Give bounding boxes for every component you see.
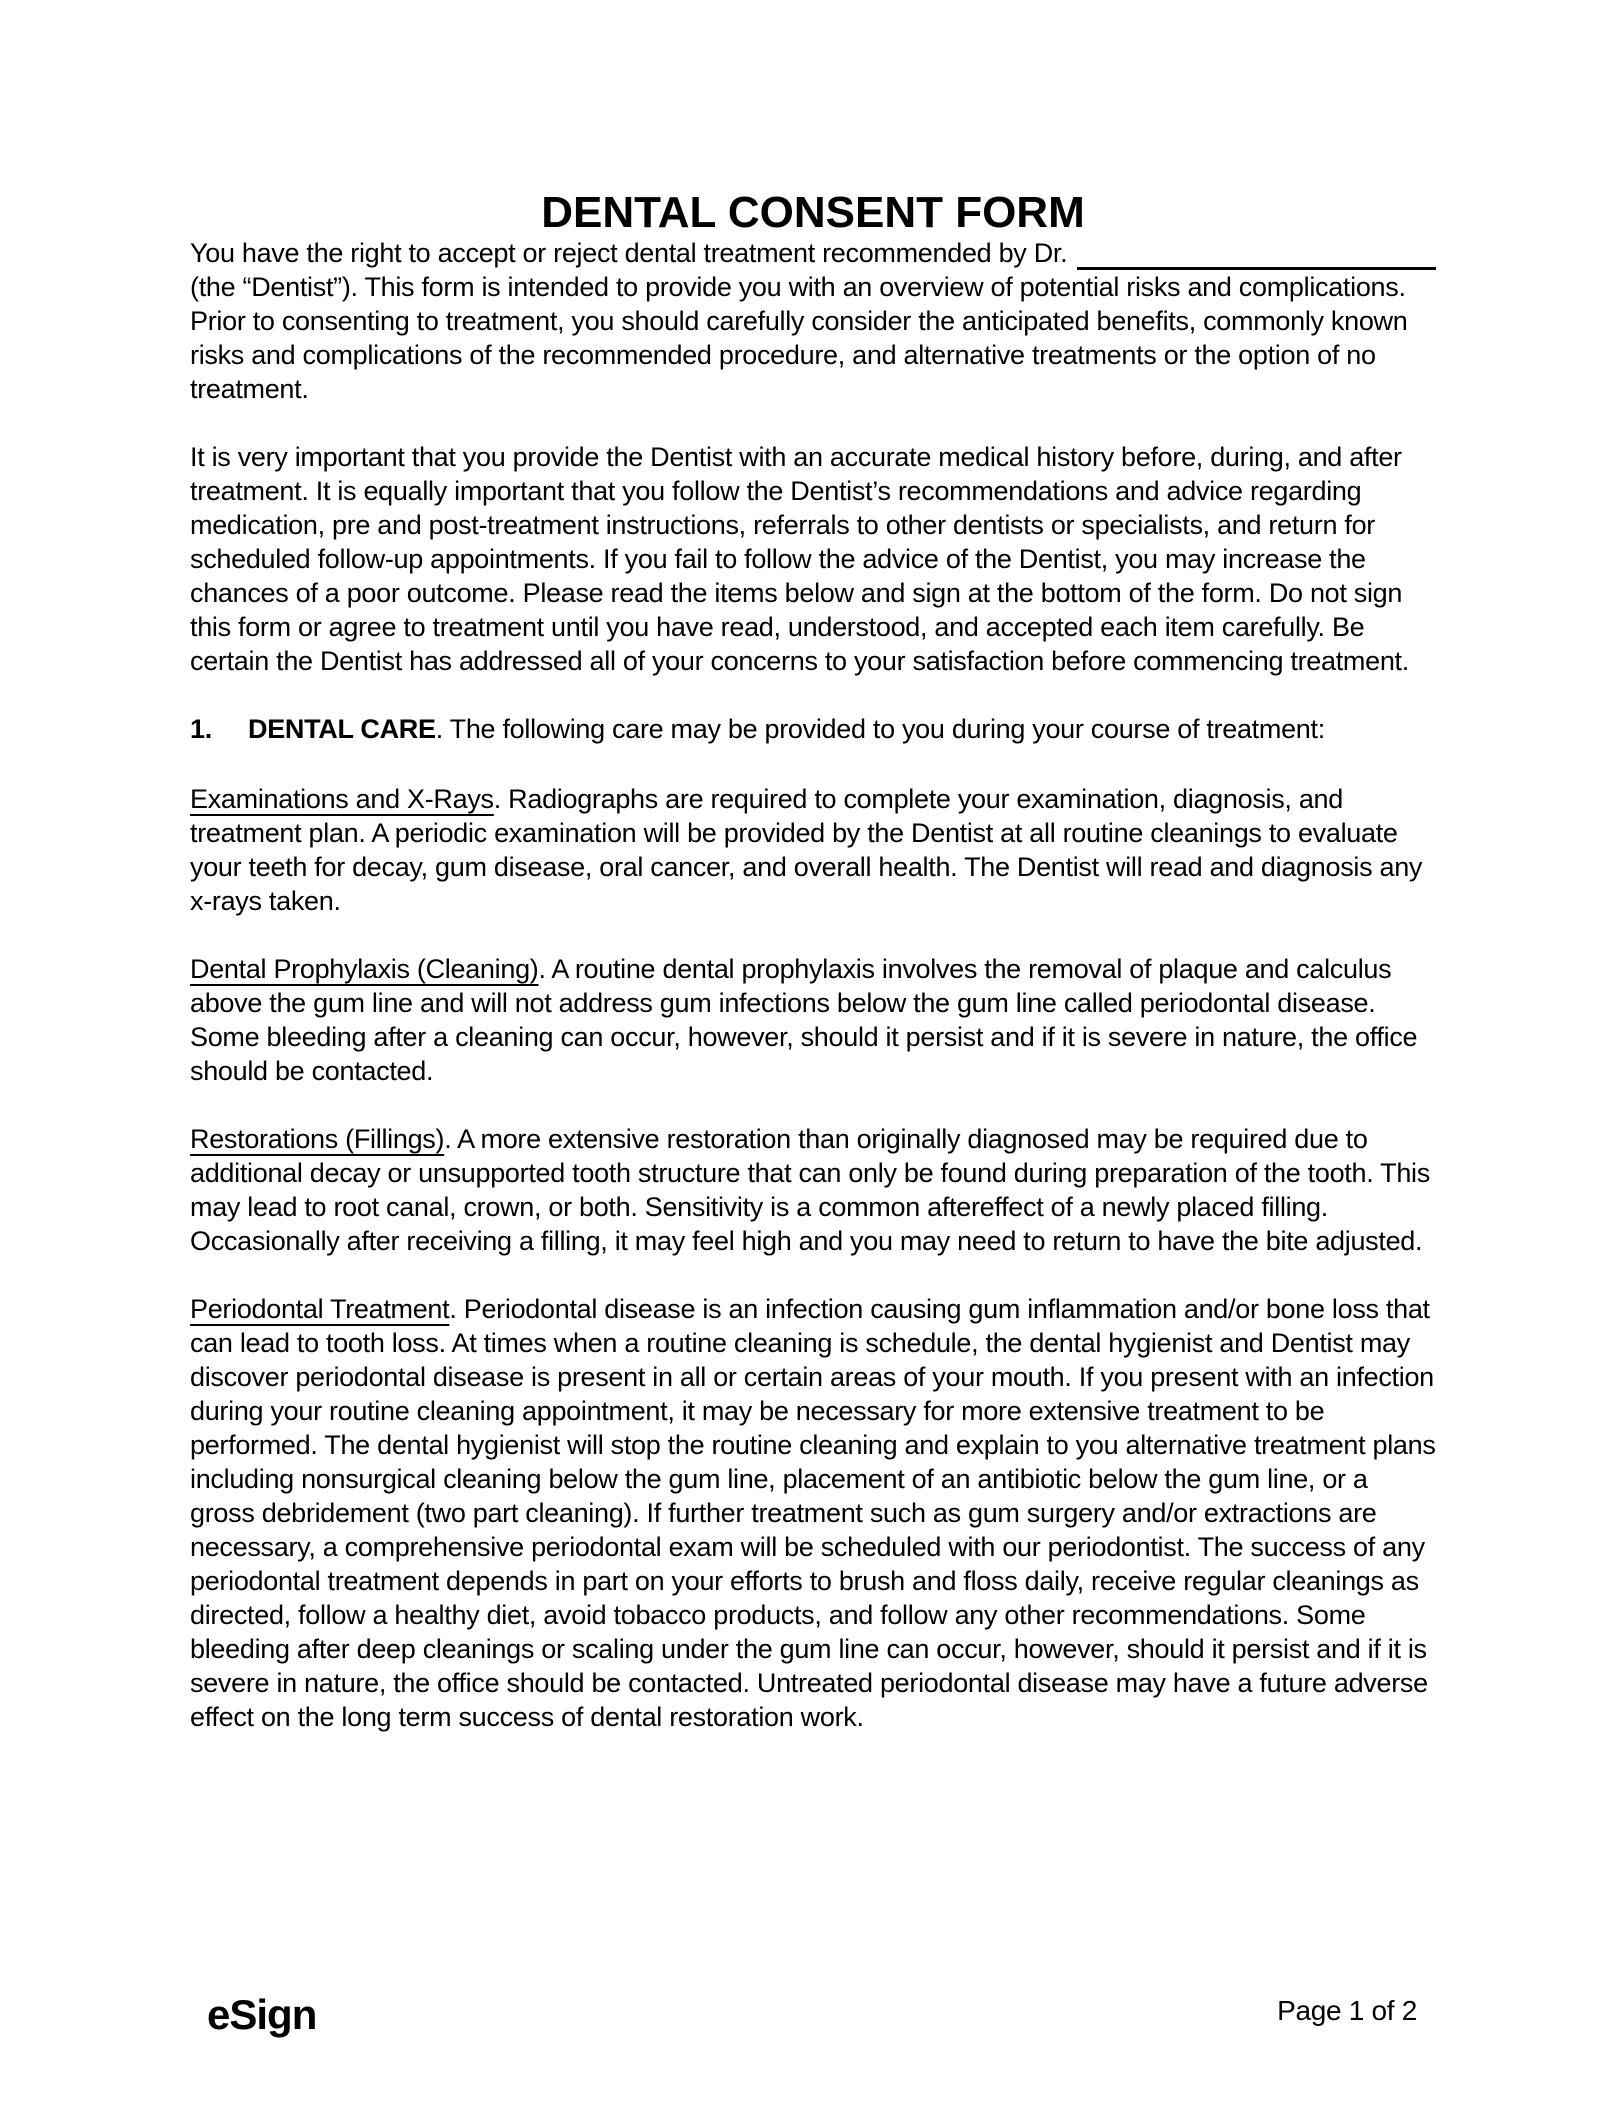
- item-periodontal-treatment-text: . Periodontal disease is an infection causing gum inflammation and/or bone loss that can lead to tooth loss. At times when a routine cleaning is schedule, the dental hygienist and Dentist may discover periodontal disease is present in all or certain areas of your mouth. If you present with an infection during your routine cleaning appointment, it may be necessary for more extensive treatment to be performed. The dental hygienist will stop the routine cleaning and explain to you alternative treatment plans including nonsurgical cleaning below the gum line, placement of an antibiotic below the gum line, or a gross debridement (two part cleaning). If further treatment such as gum surgery and/or extractions are necessary, a comprehensive periodontal exam will be scheduled with our periodontist. The success of any periodontal treatment depends in part on your efforts to brush and floss daily, receive regular cleanings as directed, follow a healthy diet, avoid tobacco products, and follow any other recommendations. Some bleeding after deep cleanings or scaling under the gum line can occur, however, should it persist and if it is severe in nature, the office should be contacted. Untreated periodontal disease may have a future adverse effect on the long term success of dental restoration work.: [190, 1294, 1436, 1732]
- item-periodontal-treatment-lead: Periodontal Treatment: [190, 1294, 450, 1324]
- document-content: [190, 0, 1436, 1768]
- item-periodontal-treatment: [190, 1292, 1436, 1734]
- item-examinations-xrays-text: . Radiographs are required to complete your examination, diagnosis, and treatment plan. A periodic examination will be provided by the Dentist at all routine cleanings to evaluate your teeth for decay, gum disease, oral cancer, and overall health. The Dentist will read and diagnosis any x-rays taken.: [190, 784, 1423, 916]
- item-dental-prophylaxis: [190, 952, 1436, 1088]
- item-restorations-fillings-text: . A more extensive restoration than originally diagnosed may be required due to additional decay or unsupported tooth structure that can only be found during preparation of the tooth. This may lead to root canal, crown, or both. Sensitivity is a common aftereffect of a newly placed filling. Occasionally after receiving a filling, it may feel high and you may need to return to have the bite adjusted.: [190, 1124, 1430, 1256]
- intro-first-line: [190, 236, 1436, 270]
- page-indicator: Page 1 of 2: [1277, 1995, 1417, 2026]
- section-1-heading-text: [248, 712, 1325, 746]
- item-examinations-xrays: [190, 782, 1436, 918]
- item-examinations-xrays-lead: Examinations and X-Rays: [190, 784, 494, 814]
- medical-history-paragraph: It is very important that you provide the Dentist with an accurate medical history before, during, and after treatment. It is equally important that you follow the Dentist’s recommendations and advice regarding medication, pre and post-treatment instructions, referrals to other dentists or specialists, and return for scheduled follow-up appointments. If you fail to follow the advice of the Dentist, you may increase the chances of a poor outcome. Please read the items below and sign at the bottom of the form. Do not sign this form or agree to treatment until you have read, understood, and accepted each item carefully. Be certain the Dentist has addressed all of your concerns to your satisfaction before commencing treatment.: [190, 442, 1409, 676]
- item-restorations-fillings: [190, 1122, 1436, 1258]
- section-1-heading-suffix: . The following care may be provided to you during your course of treatment:: [435, 714, 1325, 744]
- intro-text-after-blank: (the “Dentist”). This form is intended to provide you with an overview of potential risks and complications. Prior to consenting to treatment, you should carefully consider the anticipated benefits, commonly known risks and complications of the recommended procedure, and alternative treatments or the option of no treatment.: [190, 272, 1408, 404]
- dentist-name-blank: [1077, 240, 1436, 270]
- section-1-heading: [190, 712, 1436, 746]
- esign-logo: eSign: [207, 1991, 317, 2038]
- intro-text-before-blank: You have the right to accept or reject dental treatment recommended by Dr.: [190, 238, 1068, 268]
- section-1-number: 1.: [190, 714, 212, 744]
- item-dental-prophylaxis-lead: Dental Prophylaxis (Cleaning): [190, 954, 539, 984]
- item-restorations-fillings-lead: Restorations (Fillings): [190, 1124, 445, 1154]
- intro-paragraph: [190, 236, 1436, 406]
- page-title: DENTAL CONSENT FORM: [541, 188, 1085, 237]
- section-1-heading-label: DENTAL CARE: [248, 714, 436, 744]
- item-dental-prophylaxis-text: . A routine dental prophylaxis involves the removal of plaque and calculus above the gum line and will not address gum infections below the gum line called periodontal disease. Some bleeding after a cleaning can occur, however, should it persist and if it is severe in nature, the office should be contacted.: [190, 954, 1418, 1086]
